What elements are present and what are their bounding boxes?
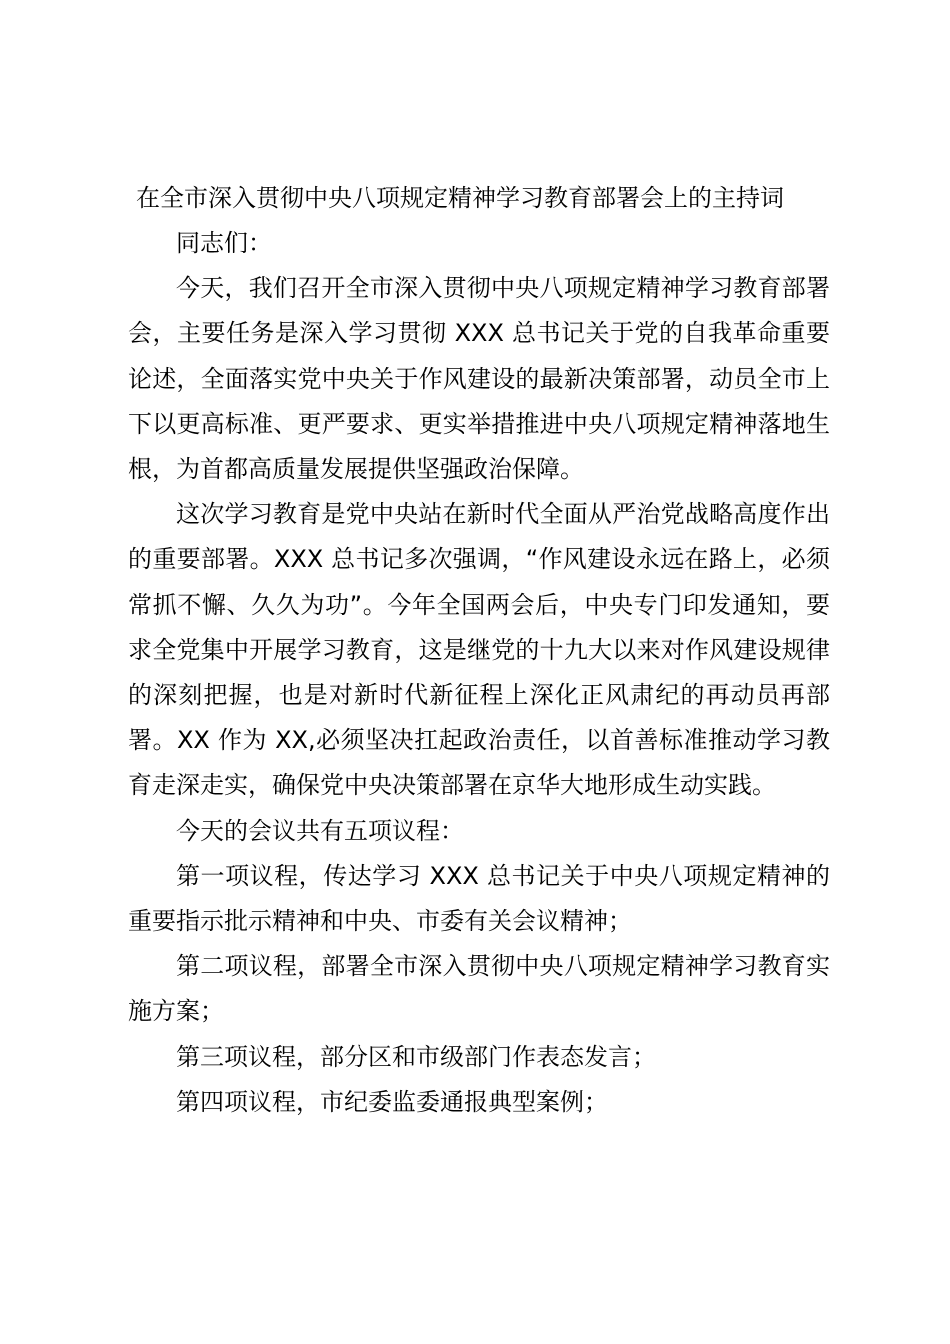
paragraph-opening: 今天，我们召开全市深入贯彻中央八项规定精神学习教育部署会，主要任务是深入学习贯彻 XXX 总书记关于党的自我革命重要论述，全面落实党中央关于作风建设的最新决策部署，动员全市上下以更高标准、更严要求、更实举措推进中央八项规定精神落地生根，为首都高质量发展提供坚强政治保障。: [128, 274, 830, 484]
paragraph-agenda-intro: 今天的会议共有五项议程：: [176, 816, 464, 845]
document-body: [128, 176, 830, 1125]
agenda-item-1: 第一项议程，传达学习 XXX 总书记关于中央八项规定精神的重要指示批示精神和中央、市委有关会议精神；: [128, 861, 830, 936]
paragraph-background: 这次学习教育是党中央站在新时代全面从严治党战略高度作出的重要部署。XXX 总书记多次强调，“作风建设永远在路上，必须常抓不懈、久久为功”。今年全国两会后，中央专门印发通知，要求全党集中开展学习教育，这是继党的十九大以来对作风建设规律的深刻把握，也是对新时代新征程上深化正风肃纪的再动员再部署。XX 作为 XX,必须坚决扛起政治责任，以首善标准推动学习教育走深走实，确保党中央决策部署在京华大地形成生动实践。: [128, 500, 830, 800]
agenda-item-3: 第三项议程，部分区和市级部门作表态发言；: [176, 1042, 656, 1071]
agenda-item-4: 第四项议程，市纪委监委通报典型案例；: [176, 1087, 608, 1116]
agenda-item-2: 第二项议程，部署全市深入贯彻中央八项规定精神学习教育实施方案；: [128, 952, 830, 1026]
salutation: 同志们：: [176, 229, 272, 257]
document-title: 在全市深入贯彻中央八项规定精神学习教育部署会上的主持词: [136, 184, 784, 212]
